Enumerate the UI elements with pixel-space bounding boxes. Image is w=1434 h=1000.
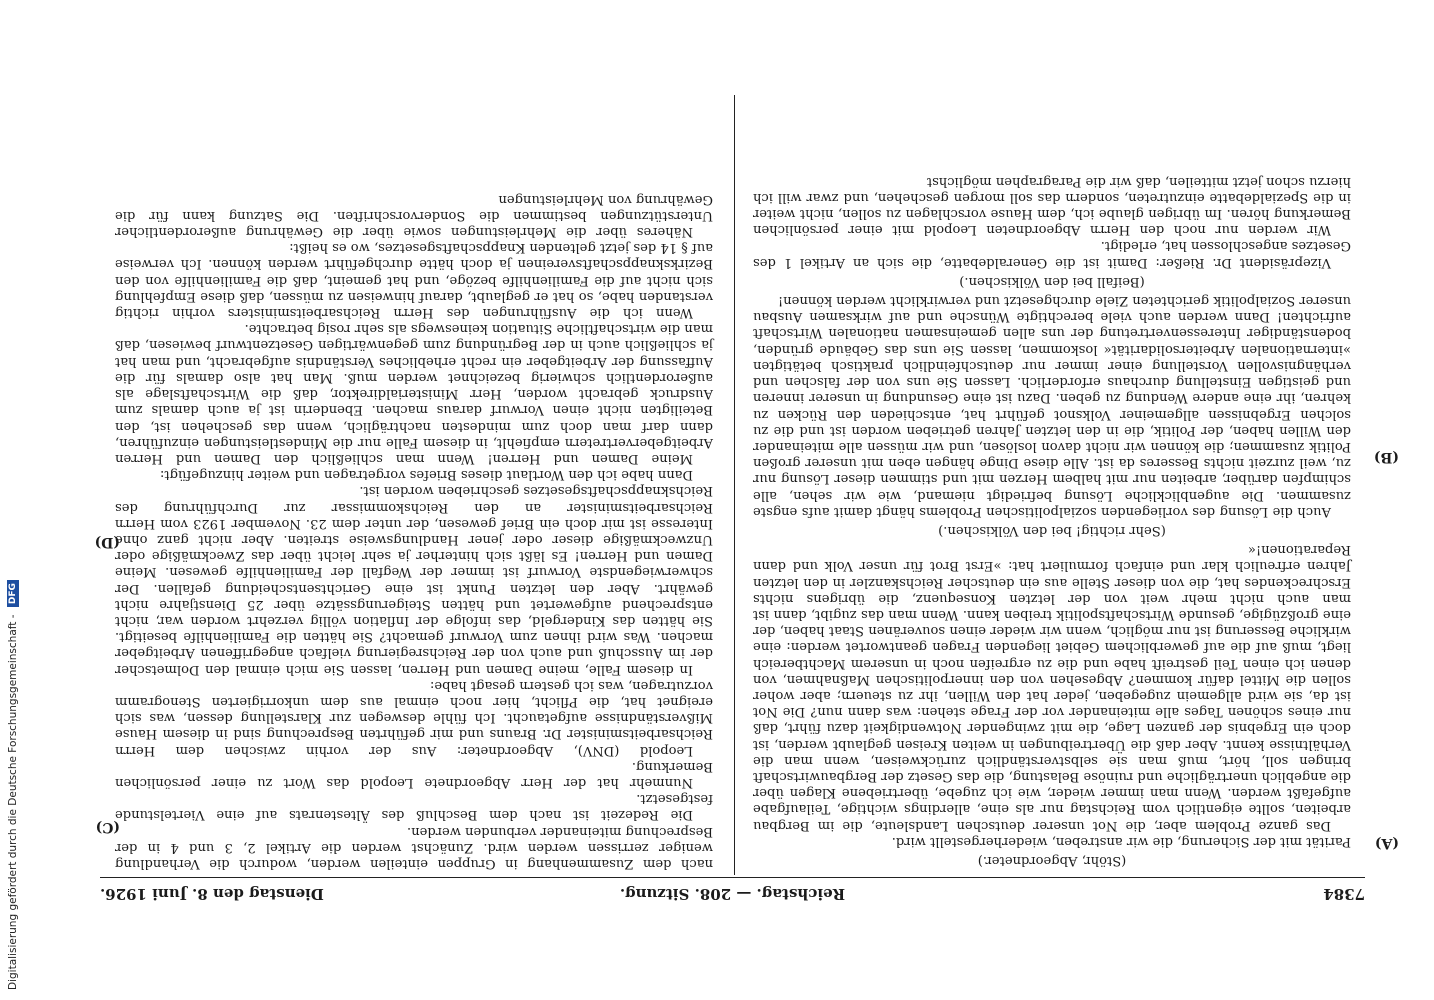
rotated-document-page xyxy=(94,95,1399,905)
paragraph: Wir werden nur noch den Herrn Abgeordneten Leopold mit einer persönlichen Bemerkung hören. Im übrigen glaube ich, dem Hause vorschlagen zu sollen, nicht weiter in die Spezialdebatte einzutreten, sondern das soll morgen geschehen, und zwar will ich hierzu schon jetzt mitteilen, daß wir die Paragraphen möglichst xyxy=(753,173,1351,238)
quoted-text: Näheres über die Mehrleistungen sowie über die Gewährung außerordentlicher Unterstützungen bestimmen die Sondervorschriften. Die Satzung kann für die Gewährung von Mehrleistungen xyxy=(115,191,713,240)
margin-mark-d: (D) xyxy=(94,534,120,550)
paragraph: Dann habe ich den Wortlaut dieses Briefes vorgetragen und weiter hinzugefügt: xyxy=(159,467,693,483)
applause-note: (Beifall bei den Völkischen.) xyxy=(959,273,1145,289)
paragraph: Nunmehr hat der Herr Abgeordnete Leopold das Wort zu einer persönlichen Bemerkung. xyxy=(115,758,713,790)
applause-note: (Sehr richtig! bei den Völkischen.) xyxy=(938,522,1166,538)
margin-mark-b: (B) xyxy=(1373,449,1399,465)
quoted-text: Meine Damen und Herren! Wenn man schließlich den Damen und Herren Arbeitgebervertretern empfiehlt, in diesem Falle nur die Mindestleistungen einzuführen, dann darf man doch zum mindesten nachträglich, wenn das geschehen ist, den Beteiligten nicht einen Vorwurf daraus machen. Ebenderin ist ja auch damals zum Ausdruck gebracht worden, Herr Ministerialdirektor, daß die Wirtschaftslage als außerordentlich schwierig bezeichnet werden muß. Man hat also damals für die Auffassung der Arbeitgeber ein recht erhebliches Verständnis aufgebracht, und man hat ja schließlich auch in der Begründung zum gegenwärtigen Gesetzentwurf bewiesen, daß man die wirtschaftliche Situation keineswegs als sehr rosig betrachte. xyxy=(115,321,713,466)
leopold-speech: Leopold (DNV), Abgeordneter: Aus der vorhin zwischen dem Herrn Reichsarbeitsminister Dr. Brauns und mir geführten Besprechung sind in diesem Hause Mißverständnisse aufgetaucht. Ich fühle deswegen zur Klarstellung dessen, was sich ereignet hat, die Pflicht, hier noch einmal aus dem unkorrigierten Stenogramm vorzutragen, was ich gestern gesagt habe: xyxy=(115,677,713,758)
session-date: Dienstag den 8. Juni 1926. xyxy=(100,885,324,903)
vice-president-remark: Vizepräsident Dr. Rießer: Damit ist die Generaldebatte, die sich an Artikel 1 des Gesetzes angeschlossen hat, erledigt. xyxy=(753,238,1351,270)
header-rule xyxy=(100,877,1365,878)
left-column xyxy=(753,172,1351,871)
paragraph: Das ganze Problem aber, die Not unserer deutschen Landsleute, die im Bergbau arbeiten, sollte eigentlich vom Reichstag nur als eine, allerdings wichtige, Teilaufgabe aufgefaßt werden. Wenn man immer wieder, wie ich zugebe, übertriebene Klagen über die angeblich unerträgliche und ruinöse Belastung, die das Gesetz der Bergbauwirtschaft bringen soll, hört, muß man sie selbstverständlich zurückweisen, wenn man die Verhältnisse kennt. Aber daß die Übertreibungen in weiten Kreisen geglaubt werden, ist doch ein Ergebnis der ganzen Lage, die mit zwingender Notwendigkeit dazu führt, daß nur eines schönen Tages alle miteinander vor der Frage stehen: was dann nun? Die Not ist da, sie wird allgemein zugegeben, jeder hat den Willen, ihr zu steuern; aber woher sollen die Mittel dafür kommen? Abgesehen von den innerpolitischen Maßnahmen, von denen ich einen Teil gestreift habe und die zu ergreifen noch in unserem Machtbereich liegt, muß auf die auf gewerblichem Gebiet liegenden Fragen geantwortet werden: eine wirkliche Besserung ist nur möglich, wenn wir wieder einen souveränen Staat haben, der eine großzügige, gesunde Wirtschaftspolitik treiben kann. Wenn man das zugibt, dann ist man auch nicht mehr weit von der letzten Konsequenz, die übrigens nichts Erschreckendes hat, die von dieser Stelle aus ein deutscher Reichskanzler in den letzten Jahren erfreulich klar und einfach formuliert hat: »Erst Brot für unser Volk und dann Reparationen!« xyxy=(753,542,1351,833)
paragraph: Die Redezeit ist nach dem Beschluß des Ältestenrats auf eine Viertelstunde festgesetzt. xyxy=(115,791,713,823)
digitization-footer xyxy=(2,583,22,990)
paragraph: Wenn ich die Ausführungen des Herrn Reichsarbeitsministers vorhin richtig verstanden habe, so hat er geglaubt, darauf hinweisen zu müssen, daß diese Empfehlung sich nicht auf die Familienhilfe bezöge, und hat gemeint, daß die Familienhilfe von den Bezirksknappschaftsvereinen ja doch hätte durchgeführt werden können. Ich verweise auf § 14 des jetzt geltenden Knappschaftsgesetzes, wo es heißt: xyxy=(115,240,713,321)
page-number: 7384 xyxy=(1323,885,1365,903)
paragraph: Auch die Lösung des vorliegenden sozialpolitischen Problems hängt damit aufs engste zusammen. Die augenblickliche Lösung befriedigt niemand, wie wir sehen, alle schimpfen darüber, arbeiten nur mit halbem Herzen mit und stimmen dieser Lösung nur zu, weil zurzeit nichts Besseres da ist. Alle diese Dinge hängen eben mit unserer großen Politik zusammen; die können wir nicht davon loslösen, und wir müssen alle miteinander den Willen haben, der Politik, die in den letzten Jahren getrieben worden ist und die zu solchen Ergebnissen allgemeiner Volksnot geführt hat, entschieden den Rücken zu kehren, ihr eine andere Wendung zu geben. Dazu ist eine Gesundung in unserer inneren und geistigen Einstellung durchaus erforderlich. Lassen Sie uns von der falschen und verhängnisvollen Vorstellung einer immer nur deutschfeindlich praktisch betätigten »internationalen Arbeitersolidarität« loskommen, lassen Sie uns das Gebäude gründen, bodenständiger Interessenvertretung der uns allen gemeinsamen nationalen Wirtschaft aufrichten! Dann werden auch viele berechtigte Wünsche und auf wirksamen Ausbau unserer Sozialpolitik gerichteten Ziele durchgesetzt und verwirklicht werden können! xyxy=(753,293,1351,519)
column-separator xyxy=(734,95,735,875)
right-column xyxy=(115,190,713,871)
margin-mark-c: (C) xyxy=(95,819,120,835)
paragraph: nach dem Zusammenhang in Gruppen einteilen werden, wodurch die Verhandlung weniger zerrissen werden wird. Zunächst werden die Artikel 2, 3 und 4 in der Besprechung miteinander verbunden werden. xyxy=(115,823,713,871)
speaker-heading: (Stöhr, Abgeordneter.) xyxy=(977,853,1127,868)
page-header xyxy=(100,879,1365,905)
session-title: Reichstag. — 208. Sitzung. xyxy=(619,885,846,903)
dfg-logo: DFG xyxy=(7,580,19,607)
quoted-text: In diesem Falle, meine Damen und Herren, lassen Sie mich einmal den Dolmetscher der im Ausschuß und auch von der Reichsregierung vielfach angegriffenen Arbeitgeber machen. Was wird ihnen zum Vorwurf gemacht? Sie hätten die Familienhilfe beseitigt. Sie hätten das Kindergeld, das infolge der Inflation völlig verzehrt worden war, nicht entsprechend aufgewertet und hätten Steigerungssätze über 25 Dienstjahre nicht gewährt. Aber den letzten Punkt ist eine Gerichtsentscheidung gefallen. Der schwerwiegendste Vorwurf ist immer der Wegfall der Familienhilfe gewesen. Meine Damen und Herren! Es läßt sich hinterher ja sehr leicht über das Zweckmäßige oder Unzweckmäßige dieser oder jener Handlungsweise streiten. Aber nicht ganz ohne Interesse ist mir doch ein Brief gewesen, der unter dem 23. November 1923 vom Herrn Reichsarbeitsminister an den Reichskommissar zur Durchführung des Reichsknappschaftsgesetzes geschrieben worden ist. xyxy=(115,483,713,677)
digitization-note: Digitalisierung gefördert durch die Deutsche Forschungsgemeinschaft - xyxy=(7,614,19,990)
paragraph: Parität mit der Sicherung, die wir anstreben, wiederhergestellt wird. xyxy=(891,833,1351,849)
margin-mark-a: (A) xyxy=(1374,835,1399,851)
